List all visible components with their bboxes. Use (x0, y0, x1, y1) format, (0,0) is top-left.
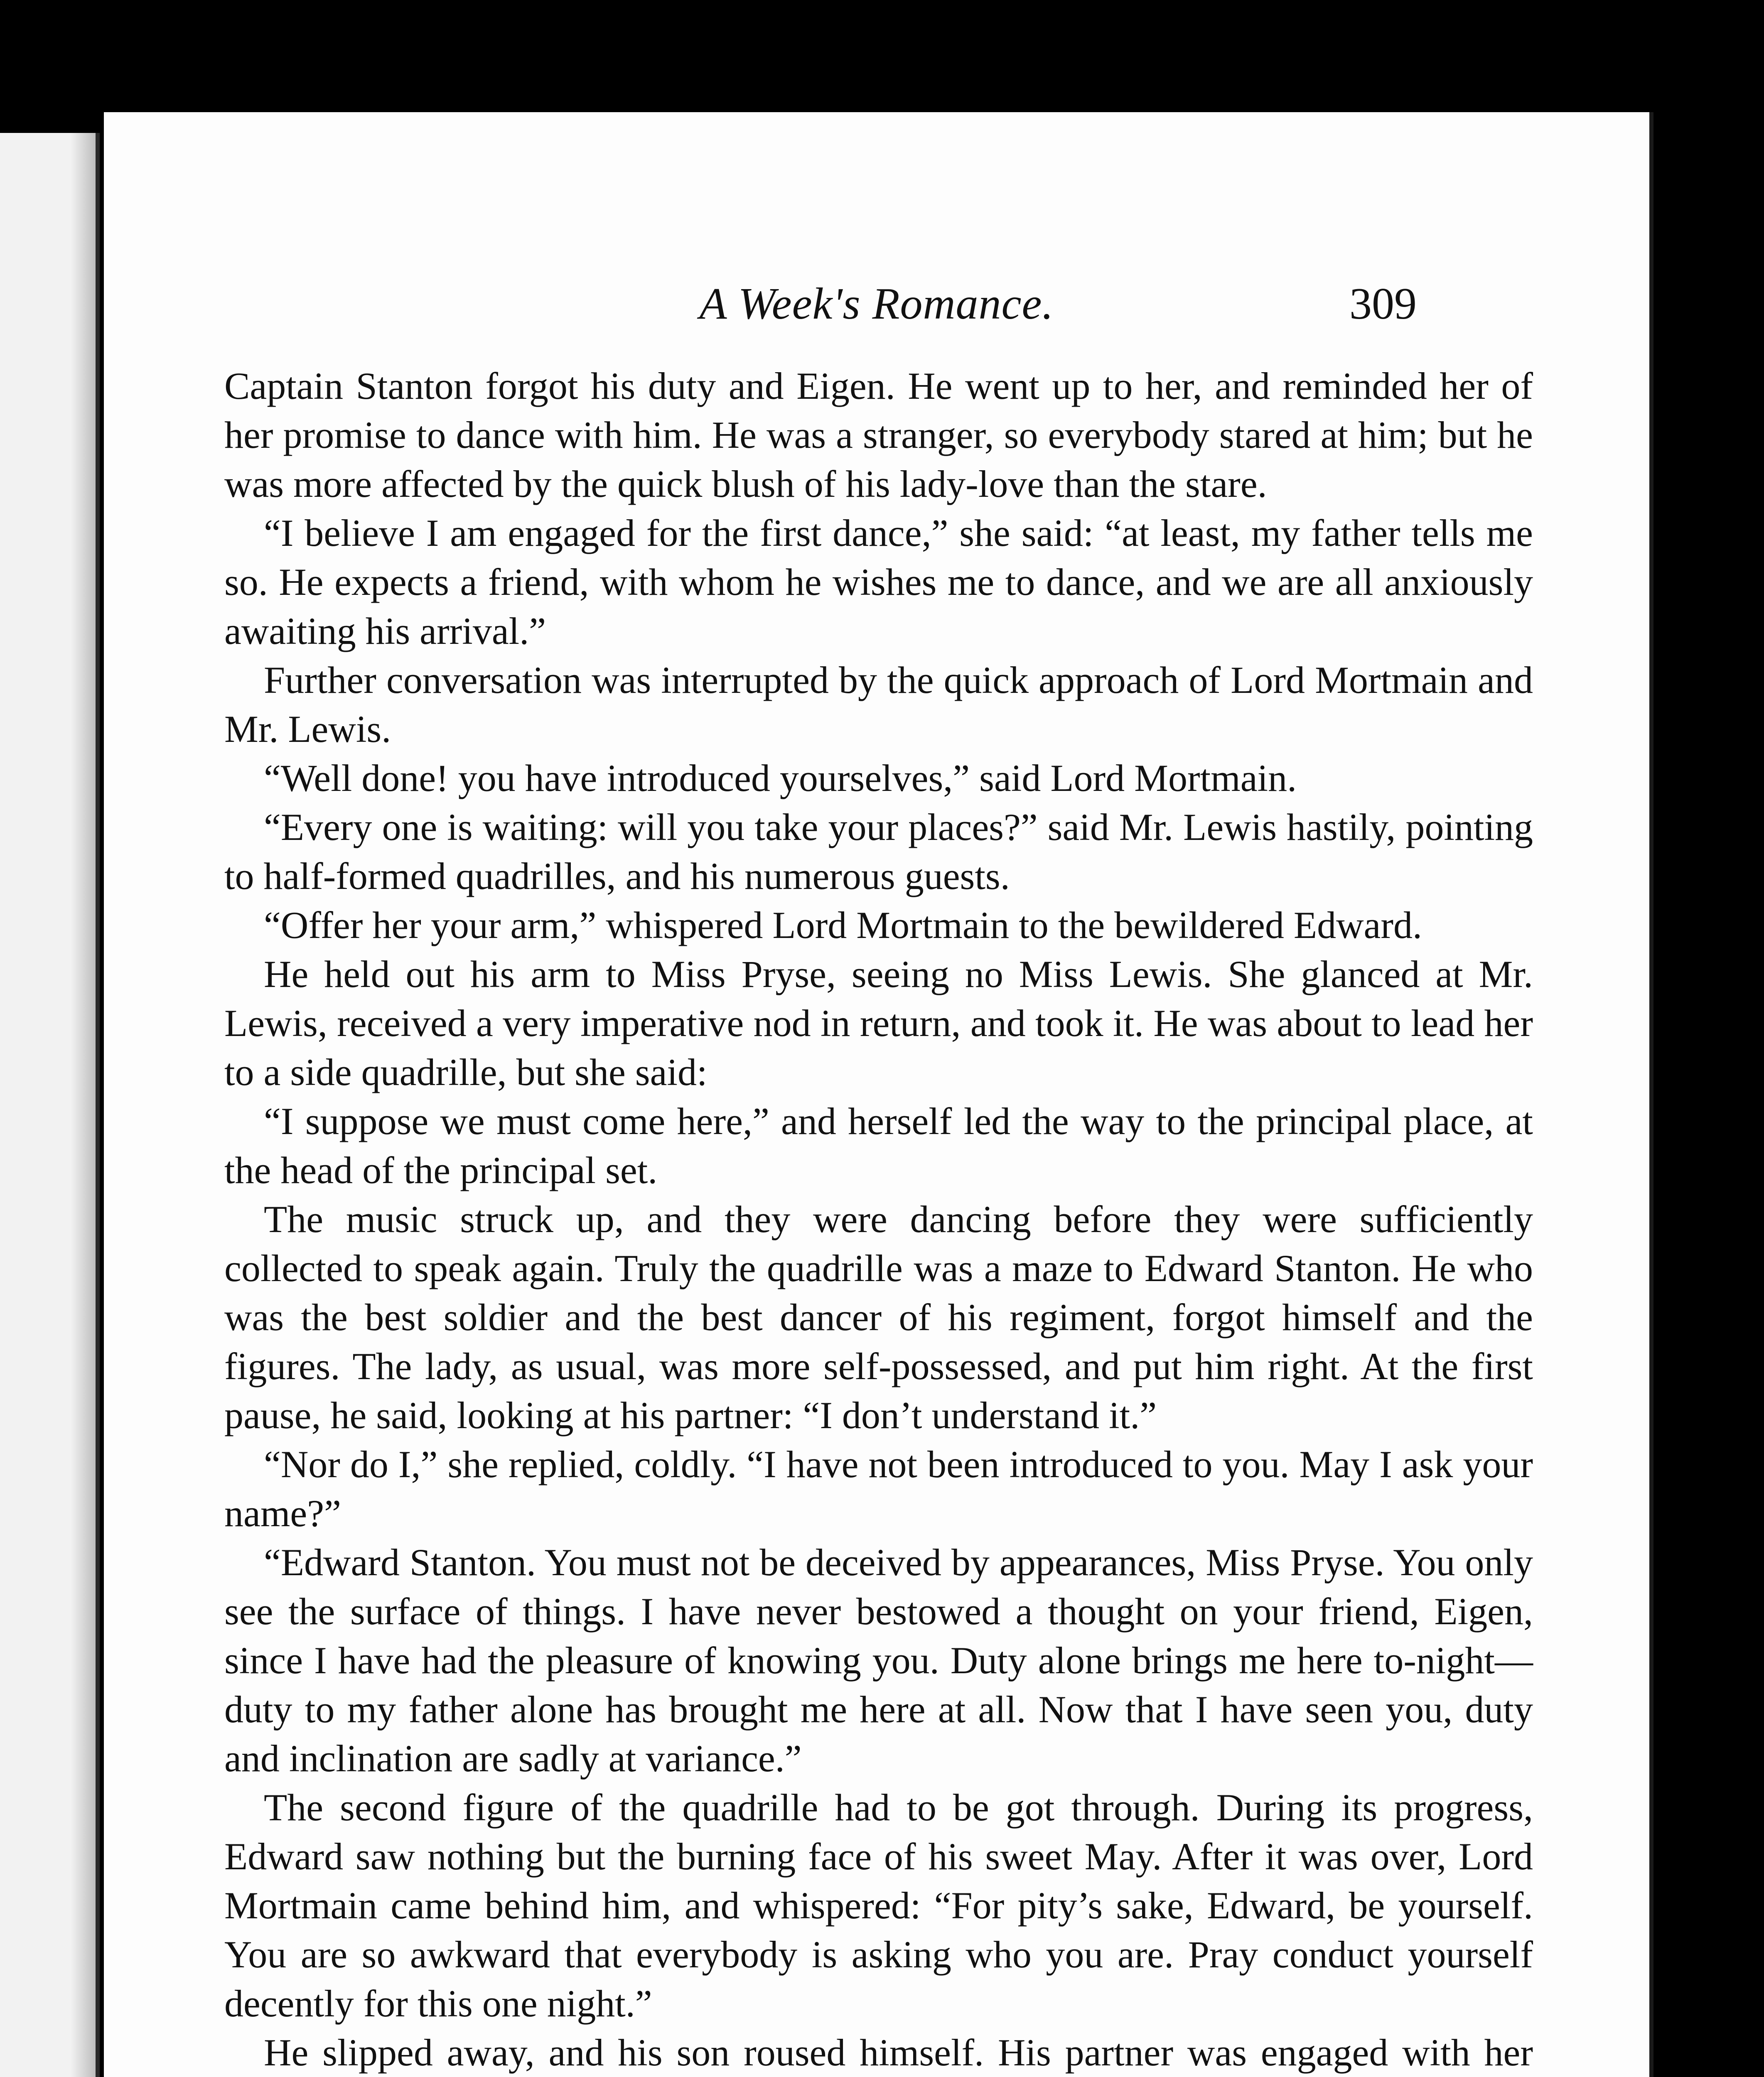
paragraph: “Well done! you have introduced yourselves,” said Lord Mortmain. (264, 757, 1297, 799)
running-title: A Week's Romance. (699, 279, 1054, 329)
paragraph: “I believe I am engaged for the first dance,” she said: “at least, my father tells me so. He expects a friend, with whom he wishes me to dance, and we are all anxiously awaiting his arrival.” (224, 512, 1533, 652)
page-gutter-shadow (71, 133, 96, 2077)
paragraph: “Nor do I,” she replied, coldly. “I have not been introduced to you. May I ask your name?” (224, 1443, 1533, 1534)
paragraph: The music struck up, and they were dancing before they were sufficiently collected to speak again. Truly the quadrille was a maze to Edward Stanton. He who was the best soldier and the best dancer of his regiment, forgot himself and the figures. The lady, as usual, was more self-possessed, and put him right. At the first pause, he said, looking at his partner: “I don’t understand it.” (224, 1198, 1533, 1436)
facing-page-edge (0, 133, 100, 2077)
paragraph: Captain Stanton forgot his duty and Eigen. He went up to her, and reminded her of her promise to dance with him. He was a stranger, so everybody stared at him; but he was more affected by the quick blush of his lady-love than the stare. (224, 365, 1533, 505)
page-number: 309 (1349, 279, 1417, 329)
paragraph: “I suppose we must come here,” and herself led the way to the principal place, at the head of the principal set. (224, 1100, 1533, 1191)
paragraph: He slipped away, and his son roused himself. His partner was engaged with her (264, 2031, 1533, 2074)
book-page (104, 112, 1653, 2077)
paragraph: Further conversation was interrupted by the quick approach of Lord Mortmain and Mr. Lewis. (224, 659, 1533, 750)
paragraph: He held out his arm to Miss Pryse, seeing no Miss Lewis. She glanced at Mr. Lewis, received a very imperative nod in return, and took it. He was about to lead her to a side quadrille, but she said: (224, 953, 1533, 1093)
page-header (104, 278, 1649, 341)
paragraph: “Edward Stanton. You must not be deceived by appearances, Miss Pryse. You only see the surface of things. I have never bestowed a thought on your friend, Eigen, since I have had the pleasure of knowing you. Duty alone brings me here to-night—duty to my father alone has brought me here at all. Now that I have seen you, duty and inclination are sadly at variance.” (224, 1541, 1533, 1780)
paragraph: “Every one is waiting: will you take your places?” said Mr. Lewis hastily, pointing to half-formed quadrilles, and his numerous guests. (224, 806, 1533, 897)
paragraph: The second figure of the quadrille had to be got through. During its progress, Edward saw nothing but the burning face of his sweet May. After it was over, Lord Mortmain came behind him, and whispered: “For pity’s sake, Edward, be yourself. You are so awkward that everybody is asking who you are. Pray conduct yourself decently for this one night.” (224, 1786, 1533, 2025)
paragraph: “Offer her your arm,” whispered Lord Mortmain to the bewildered Edward. (264, 904, 1422, 946)
body-text (224, 361, 1533, 2077)
